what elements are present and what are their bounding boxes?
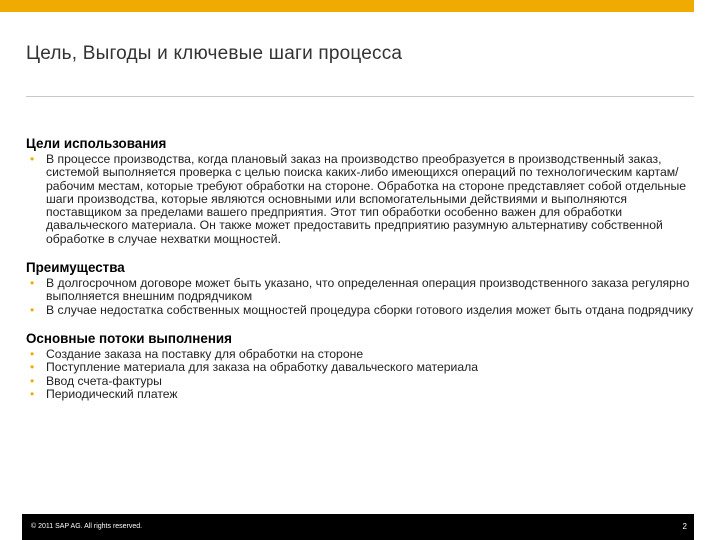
- section-process-flows: [26, 331, 696, 401]
- section-heading: Основные потоки выполнения: [26, 330, 232, 346]
- bullet-icon: •: [30, 302, 35, 317]
- list-item-text: В случае недостатка собственных мощностей процедура сборки готового изделия может быть отдана подрядчику: [46, 302, 694, 317]
- bullet-icon: •: [30, 346, 35, 361]
- bullet-icon: •: [30, 386, 35, 401]
- list-item-text: Периодический платеж: [46, 386, 178, 401]
- top-accent-bar: [0, 0, 694, 12]
- list-item: [26, 348, 696, 361]
- bullet-icon: •: [30, 276, 35, 291]
- bullet-list: [26, 348, 696, 401]
- list-item: [26, 361, 696, 374]
- title-divider: [26, 96, 694, 97]
- list-item: [26, 388, 696, 401]
- bullet-icon: •: [30, 360, 35, 375]
- slide-title: Цель, Выгоды и ключевые шаги процесса: [26, 43, 403, 64]
- bullet-icon: •: [30, 152, 35, 166]
- bullet-icon: •: [30, 373, 35, 388]
- list-item: [26, 304, 696, 317]
- section-goals: [26, 136, 696, 246]
- page-number: 2: [682, 522, 687, 531]
- slide-content: [26, 136, 696, 415]
- section-heading: Цели использования: [26, 136, 167, 151]
- list-item-text: Создание заказа на поставку для обработки на стороне: [46, 346, 364, 361]
- list-item-text: В долгосрочном договоре может быть указано, что определенная операция производственного заказа регулярно выполняется внешним подрядчиком: [46, 276, 690, 304]
- list-item: [26, 375, 696, 388]
- footer-bar: [22, 514, 694, 540]
- bullet-list: [26, 153, 696, 246]
- list-item-text: Ввод счета-фактуры: [46, 373, 162, 388]
- list-item: [26, 153, 696, 246]
- section-heading: Преимущества: [26, 260, 125, 276]
- list-item-text: Поступление материала для заказа на обработку давальческого материала: [46, 360, 479, 375]
- list-item: [26, 277, 696, 304]
- copyright-text: © 2011 SAP AG. All rights reserved.: [31, 523, 143, 530]
- section-benefits: [26, 260, 696, 317]
- bullet-list: [26, 277, 696, 317]
- list-item-text: В процессе производства, когда плановый заказ на производство преобразуется в производственный заказ, системой выполняется проверка с целью поиска каких-либо имеющихся операций по технологическим картам/рабочим местам, которые требуют обработки на стороне. Обработка на стороне представляет собой отдельные шаги производства, которые являются основными или вспомогательными действиями и выполняются поставщиком за пределами вашего предприятия. Этот тип обработки особенно важен для обработки давальческого материала. Он также может предоставить предприятию разумную альтернативу собственной обработке в случае нехватки мощностей.: [46, 152, 687, 246]
